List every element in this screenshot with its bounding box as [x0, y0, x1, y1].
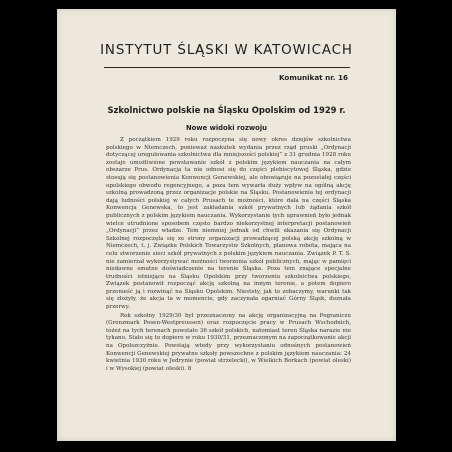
article-title: Szkolnictwo polskie na Śląsku Opolskim od 1929 r.: [107, 105, 346, 115]
body-paragraph: Rok szkolny 1929/30 był przeznaczony na akcję organizacyjną na Pograniczu (Grenzmark Posen-Westpreussen) oraz rozpoczęcie pracy w Prusach Wschodnich, tożeż na tych terenach powstało 36 szkół polskich, natomiast teren Śląska narazie nie tykano. Stało się to dopiero w roku 1930/31, przeznaczonym na zapoczątkowanie akcji na Opolszczyźnie. Powstają wtedy przy wykorzystaniu odnośnych postanowień Konwencji Genewskiej prywatne szkoły powszechne z polskim językiem nauczania: 24 kwietnia 1930 roku w Jedrynie (powiat strzelecki), w Wielkich Borkach (powiat oleski) i w Wysokiej (powiat oleski). 8: [106, 312, 351, 372]
header-divider: [104, 67, 350, 68]
article-body: [106, 137, 351, 373]
article-subtitle: Nowe widoki rozwoju: [185, 124, 268, 132]
institution-title: INSTYTUT ŚLĄSKI W KATOWICACH: [100, 43, 353, 58]
communique-number: Komunikat nr. 16: [278, 73, 348, 82]
document-page: [57, 9, 396, 441]
body-paragraph: Z początkiem 1929 roku rozpoczyna się nowy okres dziejów szkolnictwa polskiego w Niemczech, ponieważ naskutek wydania przez rząd pruski „Ordynacji dotyczącej uregulowania szkolnictwa dla mniejszości polskiej” z 31 grudnia 1928 roku zostaje umożliwione powstawanie szkół z polskim językiem nauczania na całym obszarze Prus. Ordynacja ta nie odnosi się do części plebiscytowej Śląska, gdzie stosują się postanowienia Konwencji Genewskiej, ale obowiązuje na pozostałej części opolskiego obwodu regencyjnego, a poza tem wywarła duży wpływ na ogólną akcję szkolną prowadzoną przez organizacje polskie na Śląsku. Postanowienia tej ordynacji dają ludności polskiej w całych Prusach te możności, które dała na części Śląska Konwencja Genewska, to jest zakładania szkół prywatnych lub żądania szkół publicznych z polskim językiem nauczania. Wykorzystanie tych uprawnień było jednak wielce utrudnione sposobem często bardzo niekorzystnej interpretacji postanowień „Ordynacji” przez władze. Tem niemniej jednak od chwili ukazania się Ordynacji Szkolnej rozpoczęła się ze strony organizacji prowadzącej polską akcję szkolną w Niemczech, t. j. Związku Polskich Towarzystw Szkolnych, planowa robota, mająca na celu stworzenie sieci szkół prywatnych z polskim językiem nauczania. Związek P. T. S. nie zamierzał wykorzystywać możności tworzenia szkół publicznych, mając w pamięci niedawne smutne doświadczenie na terenie Śląska. Poza tem znające specjalne trudności istniejące na Śląsku Opolskim przy tworzeniu szkolnictwa polskiego, Związek postanowił rozpocząć akcję szkolną na innym terenie, a potem dopiero przenieść ją i rozwinąć na Śląsku Opolskim. Niestety, jak to zobaczymy, warunki tak się złożyły, że akcja ta w momencie, gdy zaczynała ogarniać Górny Śląsk, doznała przerwy.: [106, 137, 351, 311]
